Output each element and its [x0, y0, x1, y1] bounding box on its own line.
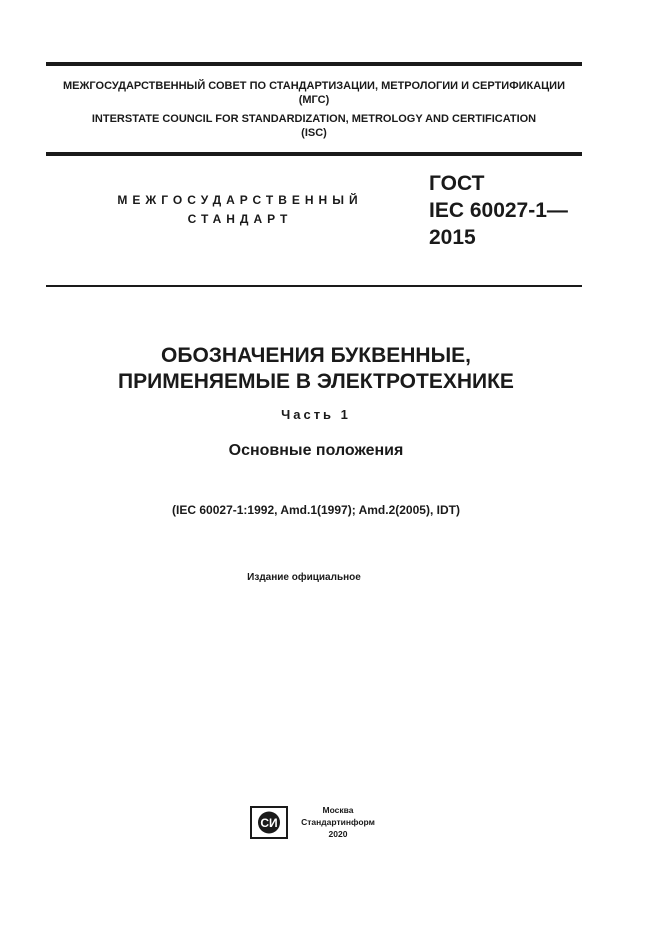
standartinform-logo-icon — [250, 806, 288, 839]
designation-line1: ГОСТ — [429, 172, 485, 195]
title-line1: ОБОЗНАЧЕНИЯ БУКВЕННЫЕ, — [161, 344, 471, 367]
council-name-en: INTERSTATE COUNCIL FOR STANDARDIZATION, METROLOGY AND CERTIFICATION — [91, 113, 537, 125]
standard-kind-line1: МЕЖГОСУДАРСТВЕННЫЙ — [117, 193, 363, 207]
standard-kind-line2: СТАНДАРТ — [187, 212, 293, 226]
designation-line3: 2015 — [429, 226, 476, 249]
iec-reference: (IEC 60027-1:1992, Amd.1(1997); Amd.2(2005), IDT) — [172, 503, 460, 517]
designation-rule — [46, 285, 582, 287]
council-name-ru: МЕЖГОСУДАРСТВЕННЫЙ СОВЕТ ПО СТАНДАРТИЗАЦИИ, МЕТРОЛОГИИ И СЕРТИФИКАЦИИ — [62, 80, 565, 92]
council-abbr-en: (ISC) — [301, 127, 327, 139]
logo-letters: СИ — [260, 816, 278, 830]
council-rule — [46, 152, 582, 156]
subtitle: Основные положения — [228, 442, 404, 459]
publisher-year: 2020 — [328, 829, 348, 839]
publisher-name: Стандартинформ — [301, 817, 375, 827]
council-abbr-ru: (МГС) — [298, 94, 330, 106]
part-number: Часть 1 — [281, 407, 351, 422]
top-rule — [46, 62, 582, 66]
edition-note: Издание официальное — [247, 572, 361, 583]
publisher-city: Москва — [322, 805, 354, 815]
title-line2: ПРИМЕНЯЕМЫЕ В ЭЛЕКТРОТЕХНИКЕ — [118, 370, 514, 393]
designation-line2: IEC 60027-1— — [429, 199, 568, 222]
